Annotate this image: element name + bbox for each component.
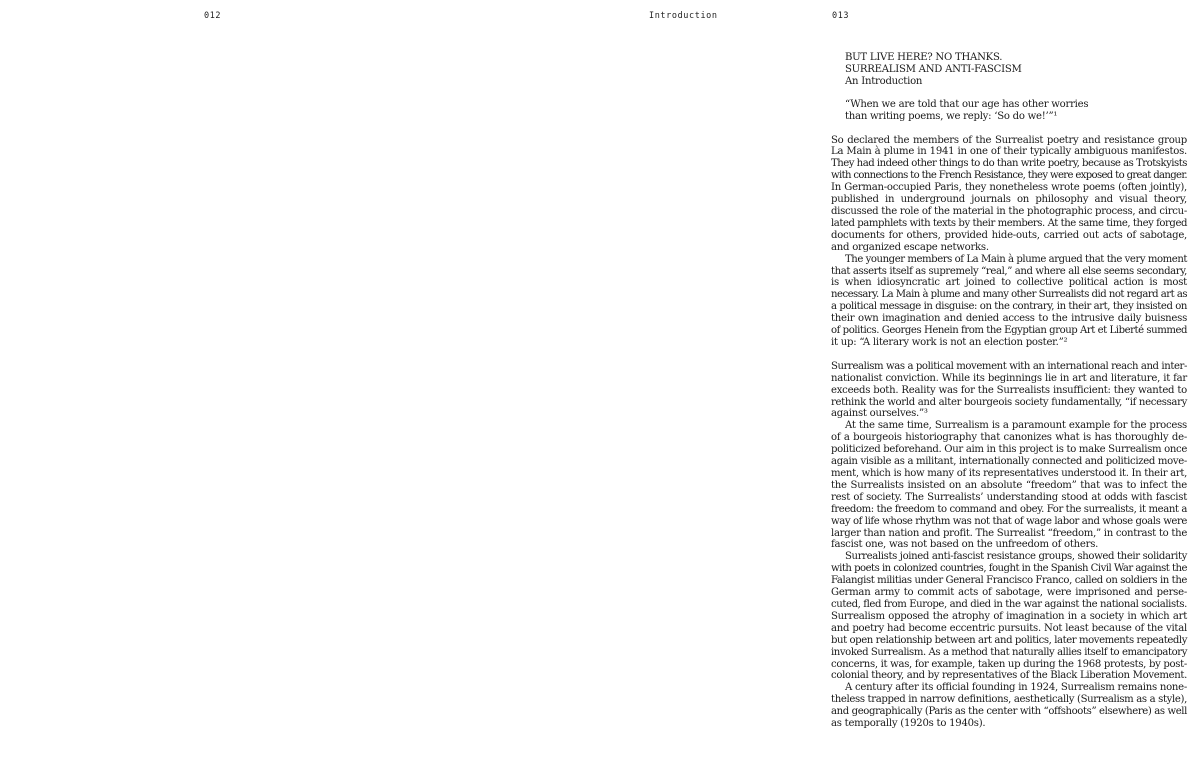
- text-line: discussed the role of the material in the photographic process, and circu-: [831, 205, 1187, 217]
- text-line: their own imagination and denied access to the intrusive daily buisness: [831, 313, 1187, 325]
- text-line: and poetry had become eccentric pursuits. Not least because of the vital: [831, 622, 1187, 634]
- text-line: exceeds both. Reality was for the Surrealists insufficient: they wanted to: [831, 384, 1187, 396]
- text-line: as temporally (1920s to 1940s).: [831, 718, 986, 730]
- title-line: SURREALISM AND ANTI-FASCISM: [845, 63, 1022, 75]
- text-line: freedom: the freedom to command and obey. For the surrealists, it meant a: [831, 503, 1187, 515]
- text-line: necessary. La Main à plume and many other Surrealists did not regard art as: [831, 289, 1187, 301]
- text-line: colonial theory, and by representatives of the Black Liberation Movement.: [831, 670, 1187, 682]
- paragraph: [831, 551, 1187, 682]
- text-line: concerns, it was, for example, taken up during the 1968 protests, by post-: [831, 658, 1187, 670]
- text-line: documents for others, provided hide-outs, carried out acts of sabotage,: [831, 229, 1187, 241]
- text-line: a political message in disguise: on the contrary, in their art, they insisted on: [831, 301, 1187, 313]
- text-line: with connections to the French Resistance, they were exposed to great danger.: [831, 170, 1187, 182]
- paragraph: [831, 254, 1187, 349]
- paragraph: [831, 420, 1187, 551]
- text-line: and geographically (Paris as the center with “offshoots” elsewhere) as well: [831, 706, 1187, 718]
- text-block: [831, 361, 1187, 730]
- text-line: At the same time, Surrealism is a paramount example for the process: [845, 420, 1187, 432]
- text-line: the Surrealists insisted on an absolute “freedom” that was to infect the: [831, 479, 1187, 491]
- text-line: So declared the members of the Surrealist poetry and resistance group: [831, 134, 1187, 146]
- text-line: larger than nation and profit. The Surrealist “freedom,” in contrast to the: [831, 527, 1188, 539]
- text-line: published in underground journals on philosophy and visual theory,: [831, 194, 1187, 206]
- text-line: Surrealism was a political movement with an international reach and inter-: [831, 360, 1187, 372]
- left-page-number: 012: [204, 11, 222, 21]
- epigraph-line: “When we are told that our age has other worries: [845, 98, 1089, 110]
- paragraph: [831, 361, 1187, 421]
- text-line: way of life whose rhythm was not that of wage labor and whose goals were: [831, 515, 1187, 527]
- text-line: and organized escape networks.: [831, 241, 989, 253]
- text-line: The younger members of La Main à plume argued that the very moment: [845, 253, 1187, 265]
- text-line: it up: “A literary work is not an election poster.”²: [831, 336, 1068, 348]
- epigraph: [845, 99, 1187, 123]
- text-line: They had indeed other things to do than write poetry, because as Trotskyists: [831, 158, 1187, 170]
- text-line: but open relationship between art and politics, later movements repeatedly: [831, 634, 1187, 646]
- subtitle: An Introduction: [845, 75, 923, 87]
- text-line: lated pamphlets with texts by their members. At the same time, they forged: [831, 217, 1187, 229]
- text-line: politicized beforehand. Our aim in this project is to make Surrealism once: [831, 444, 1187, 456]
- text-line: with poets in colonized countries, fought in the Spanish Civil War against the: [831, 563, 1187, 575]
- text-line: of a bourgeois historiography that canonizes what is has thoroughly de-: [831, 432, 1187, 444]
- text-line: that asserts itself as supremely “real,” and where all else seems secondary,: [831, 265, 1187, 277]
- text-column: [831, 52, 1187, 730]
- text-line: cuted, fled from Europe, and died in the war against the national socialists.: [831, 598, 1187, 610]
- right-page-number: 013: [832, 11, 850, 21]
- text-line: fascist one, was not based on the unfreedom of others.: [831, 539, 1099, 551]
- text-block: [831, 135, 1187, 349]
- text-line: German army to commit acts of sabotage, were imprisoned and perse-: [831, 587, 1187, 599]
- text-line: Surrealism opposed the atrophy of imagination in a society in which art: [831, 610, 1187, 622]
- text-line: of politics. Georges Henein from the Egyptian group Art et Liberté summed: [831, 325, 1187, 337]
- running-title: Introduction: [649, 11, 718, 21]
- epigraph-line: than writing poems, we reply: ‘So do we!’”¹: [845, 110, 1058, 122]
- text-line: invoked Surrealism. As a method that naturally allies itself to emancipatory: [831, 646, 1187, 658]
- paragraph: [831, 135, 1187, 254]
- body-text: [831, 135, 1187, 730]
- article-title: [845, 52, 1187, 88]
- paragraph: [831, 682, 1187, 730]
- text-line: La Main à plume in 1941 in one of their typically ambiguous manifestos.: [831, 146, 1187, 158]
- text-line: Falangist militias under General Francisco Franco, called on soldiers in the: [831, 575, 1187, 587]
- text-line: again visible as a militant, internationally connected and politicized move-: [831, 456, 1187, 468]
- text-line: rest of society. The Surrealists’ understanding stood at odds with fascist: [831, 491, 1187, 503]
- text-line: rethink the world and alter bourgeois society fundamentally, “if necessary: [831, 396, 1187, 408]
- text-line: nationalist conviction. While its beginnings lie in art and literature, it far: [831, 372, 1187, 384]
- text-line: theless trapped in narrow definitions, aesthetically (Surrealism as a style),: [831, 694, 1187, 706]
- text-line: ment, which is how many of its representatives understood it. In their art,: [831, 468, 1187, 479]
- text-line: A century after its official founding in 1924, Surrealism remains none-: [845, 682, 1187, 694]
- text-line: Surrealists joined anti-fascist resistance groups, showed their solidarity: [845, 551, 1187, 563]
- title-line: BUT LIVE HERE? NO THANKS.: [845, 52, 1003, 63]
- text-line: against ourselves.”³: [831, 408, 928, 420]
- text-line: In German-occupied Paris, they nonetheless wrote poems (often jointly),: [831, 182, 1187, 194]
- text-line: is when idiosyncratic art joined to collective political action is most: [831, 277, 1187, 289]
